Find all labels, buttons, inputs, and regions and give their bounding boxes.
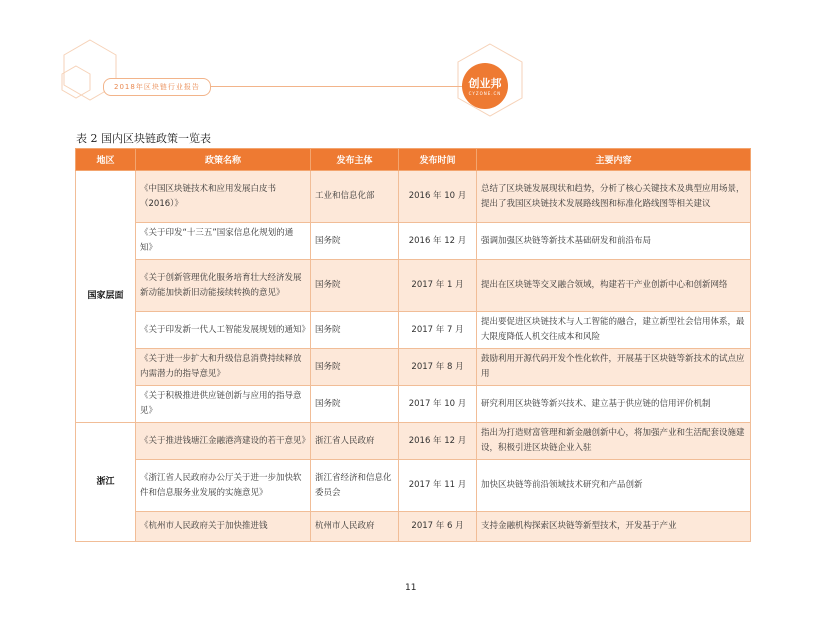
table-row: [76, 423, 751, 460]
policy-table: [75, 148, 751, 542]
date-cell: 2017 年 11 月: [399, 460, 477, 512]
table-row: [76, 260, 751, 312]
content-cell: 研究利用区块链等新兴技术、建立基于供应链的信用评价机制: [477, 386, 751, 423]
content-cell: 加快区块链等前沿领域技术研究和产品创新: [477, 460, 751, 512]
issuer-cell: 国务院: [311, 260, 399, 312]
policy-cell: 《中国区块链技术和应用发展白皮书（2016）》: [136, 171, 311, 223]
date-cell: 2017 年 1 月: [399, 260, 477, 312]
policy-cell: 《关于推进钱塘江金融港湾建设的若干意见》: [136, 423, 311, 460]
hexagon-decoration-left: [60, 36, 120, 116]
header-policy: 政策名称: [136, 149, 311, 171]
logo-text: 创业邦: [468, 77, 502, 90]
issuer-cell: 杭州市人民政府: [311, 512, 399, 542]
issuer-cell: 国务院: [311, 223, 399, 260]
issuer-cell: 国务院: [311, 312, 399, 349]
content-cell: 提出在区块链等交叉融合领域，构建若干产业创新中心和创新网络: [477, 260, 751, 312]
date-cell: 2017 年 6 月: [399, 512, 477, 542]
table-header-row: [76, 149, 751, 171]
date-cell: 2016 年 12 月: [399, 223, 477, 260]
region-cell: 国家层面: [76, 171, 136, 423]
page-number: 11: [405, 583, 417, 593]
policy-cell: 《关于积极推进供应链创新与应用的指导意见》: [136, 386, 311, 423]
issuer-cell: 国务院: [311, 349, 399, 386]
table-row: [76, 460, 751, 512]
policy-cell: 《关于创新管理优化服务培育壮大经济发展新动能加快新旧动能接续转换的意见》: [136, 260, 311, 312]
issuer-cell: 浙江省人民政府: [311, 423, 399, 460]
table-row: [76, 171, 751, 223]
policy-cell: 《浙江省人民政府办公厅关于进一步加快软件和信息服务业发展的实施意见》: [136, 460, 311, 512]
policy-cell: 《关于进一步扩大和升级信息消费持续释放内需潜力的指导意见》: [136, 349, 311, 386]
content-cell: 强调加强区块链等新技术基础研发和前沿布局: [477, 223, 751, 260]
table-row: [76, 349, 751, 386]
table-row: [76, 223, 751, 260]
report-tag: 2018年区块链行业报告: [103, 78, 211, 96]
policy-cell: 《关于印发新一代人工智能发展规划的通知》: [136, 312, 311, 349]
region-cell: 浙江: [76, 423, 136, 542]
header-issuer: 发布主体: [311, 149, 399, 171]
date-cell: 2016 年 10 月: [399, 171, 477, 223]
content-cell: 提出要促进区块链技术与人工智能的融合，建立新型社会信用体系，最大限度降低人机交往成本和风险: [477, 312, 751, 349]
table-caption: 表 2 国内区块链政策一览表: [76, 132, 211, 145]
header-date: 发布时间: [399, 149, 477, 171]
table-row: [76, 386, 751, 423]
content-cell: 鼓励利用开源代码开发个性化软件，开展基于区块链等新技术的试点应用: [477, 349, 751, 386]
header-region: 地区: [76, 149, 136, 171]
content-cell: 总结了区块链发展现状和趋势，分析了核心关键技术及典型应用场景，提出了我国区块链技术发展路线图和标准化路线图等相关建议: [477, 171, 751, 223]
issuer-cell: 浙江省经济和信息化委员会: [311, 460, 399, 512]
policy-cell: 《关于印发“十三五”国家信息化规划的通知》: [136, 223, 311, 260]
issuer-cell: 工业和信息化部: [311, 171, 399, 223]
logo-subtext: CYZONE.CN: [468, 91, 502, 96]
issuer-cell: 国务院: [311, 386, 399, 423]
table-row: [76, 312, 751, 349]
brand-logo: [462, 63, 508, 109]
content-cell: 指出为打造财富管理和新金融创新中心，将加强产业和生活配套设施建设，积极引进区块链企业入驻: [477, 423, 751, 460]
date-cell: 2017 年 7 月: [399, 312, 477, 349]
date-cell: 2017 年 10 月: [399, 386, 477, 423]
date-cell: 2017 年 8 月: [399, 349, 477, 386]
table-row: [76, 512, 751, 542]
content-cell: 支持金融机构探索区块链等新型技术，开发基于产业: [477, 512, 751, 542]
header-content: 主要内容: [477, 149, 751, 171]
policy-cell: 《杭州市人民政府关于加快推进钱: [136, 512, 311, 542]
date-cell: 2016 年 12 月: [399, 423, 477, 460]
